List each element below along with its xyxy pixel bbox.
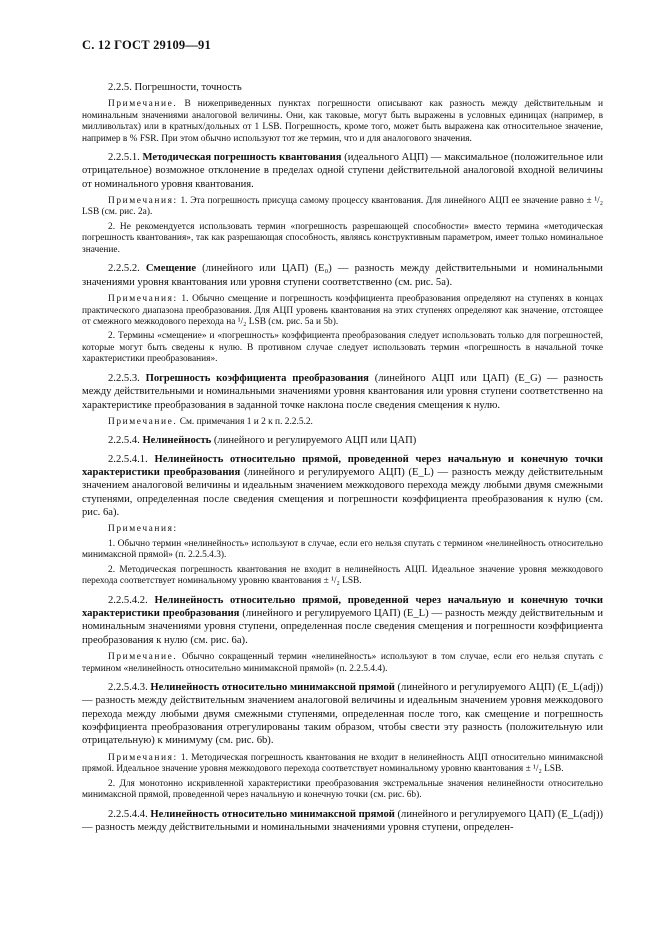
note-2-2-5-1-b: 2. Не рекомендуется использовать термин «погрешность разрешающей способности» вместо термина «методическая погрешность квантования», так как разрешающая способность, являясь конструктивным параметром, имеет только номинальное значение. <box>82 221 603 255</box>
term-minimax-nonlinearity-adc: Нелинейность относительно минимаксной прямой <box>150 682 395 694</box>
notes-2-2-5-4-1-heading: Примечания: <box>108 524 178 535</box>
term-minimax-nonlinearity-dac: Нелинейность относительно минимаксной прямой <box>150 808 395 820</box>
note-2-2-5-2-b: 2. Термины «смещение» и «погрешность» коэффициента преобразования следует использовать только для погрешностей, которые могут быть сведены к нулю. В противном случае следует использовать термин «погрешность в начальной точке характеристики преобразования». <box>82 331 603 365</box>
clause-2-2-5-4-4: 2.2.5.4.4. Нелинейность относительно минимаксной прямой (линейного и регулируемого ЦАП) (E_L(adj)) — разность между действительными и номинальными значениями уровня ступени, определен- <box>82 808 604 833</box>
note-2-2-5: Примечание. В нижеприведенных пунктах погрешности описывают как разность между действительным и номинальным значениями аналоговой величины. Они, как таковые, могут быть выражены в условных единицах (например, в милливольтах) или в кратных/дольных от 1 LSB. Погрешность, кроме того, может быть выражена как относительное значение, например в % FSR. При этом обычно используют тот же термин, что и для аналогового значения. <box>82 99 603 144</box>
term-offset: Смещение <box>145 263 197 275</box>
note-2-2-5-3: Примечание. См. примечания 1 и 2 к п. 2.2.5.2. <box>108 416 313 427</box>
clause-2-2-5-4-3: 2.2.5.4.3. Нелинейность относительно минимаксной прямой (линейного и регулируемого АЦП) (E_L(adj)) — разность между действительным значением аналоговой величины и идеальным значением уровня межкодового перехода между любыми двумя смежными ступенями, определенная после того, как смещение и погрешность коэффициента преобразования отрегулированы таким образом, чтобы свести эту разность (положительную или отрицательную) к минимуму (см. рис. 6b). <box>82 682 604 747</box>
note-2-2-5-4-3-a: Примечания: 1. Методическая погрешность квантования не входит в нелинейность АЦП относительно минимаксной прямой. Идеальное значение уровня межкодового перехода соответствует номинальному уровню квантования ± ¹/₂ LSB. <box>82 752 604 775</box>
clause-2-2-5-4: 2.2.5.4. Нелинейность (линейного и регулируемого АЦП или ЦАП) <box>108 435 417 447</box>
note-2-2-5-4-3-b: 2. Для монотонно искривленной характеристики преобразования экстремальные значения нелинейности относительно минимаксной прямой, проведенной через начальную и конечную точки (см. рис. 6b). <box>82 778 603 801</box>
section-2-2-5-heading: 2.2.5. Погрешности, точность <box>108 81 242 93</box>
clause-2-2-5-1: 2.2.5.1. Методическая погрешность квантования (идеального АЦП) — максимальное (положительное или отрицательное) возможное отклонение в пределах одной ступени действительной аналоговой входной величины от номинального уровня квантования. <box>82 151 603 190</box>
note-2-2-5-4-1-a: 1. Обычно термин «нелинейность» используют в случае, если его нельзя спутать с термином «нелинейность относительно минимаксной прямой» (п. 2.2.5.4.3). <box>82 538 603 561</box>
note-2-2-5-1-a: Примечания: 1. Эта погрешность присуща самому процессу квантования. Для линейного АЦП ее значение равно ± ¹/₂ LSB (см. рис. 2а). <box>82 196 603 218</box>
term-nonlinearity: Нелинейность <box>142 435 212 447</box>
page-header: С. 12 ГОСТ 29109—91 <box>82 38 211 52</box>
clause-2-2-5-4-1: 2.2.5.4.1. Нелинейность относительно прямой, проведенной через начальную и конечную точки характеристики преобразования (линейного и регулируемого АЦП) (E_L) — разность между действительным значением аналоговой величины и идеальным значением межкодового перехода между любыми двумя смежными ступенями, определенная после сведения смещения и погрешности коэффициента преобразования к нулю (см. рис. 6а). <box>82 453 603 519</box>
term-gain-error: Погрешность коэффициента преобразования <box>145 372 369 384</box>
term-quantization-error: Методическая погрешность квантования <box>142 151 342 163</box>
clause-2-2-5-3: 2.2.5.3. Погрешность коэффициента преобразования (линейного АЦП или ЦАП) (E_G) — разность между действительными и номинальными значениями уровня квантования или уровня ступени соответственно на характеристике преобразования в заданной точке наклона после сведения смещения к нулю. <box>82 372 603 411</box>
note-2-2-5-2-a: Примечания: 1. Обычно смещение и погрешность коэффициента преобразования определяют на ступенях в концах практического диапазона преобразования. Для АЦП уровень квантования на этих ступенях определяют как значение, отстоящее от смежного межкодового перехода на ¹/₂ LSB (см. рис. 5а и 5b). <box>82 294 604 327</box>
term-endpoint-nonlinearity-adc: Нелинейность относительно прямой, проведенной через начальную и конечную точки характеристики преобразования <box>82 453 603 479</box>
note-2-2-5-4-1-b: 2. Методическая погрешность квантования не входит в нелинейность АЦП. Идеальное значение уровня межкодового перехода соответствует номинальному уровню квантования ± ¹/₂ LSB. <box>82 564 603 587</box>
note-2-2-5-4-2: Примечание. Обычно сокращенный термин «нелинейность» используют в том случае, если его нельзя спутать с термином «нелинейность относительно минимаксной прямой» (п. 2.2.5.4.4). <box>82 652 603 674</box>
term-endpoint-nonlinearity-dac: Нелинейность относительно прямой, проведенной через начальную и конечную точки характеристики преобразования <box>82 594 603 620</box>
clause-2-2-5-2: 2.2.5.2. Смещение (линейного или ЦАП) (E₀) — разность между действительными и номинальными значениями уровня квантования или уровня ступени соответственно (см. рис. 5а). <box>82 263 603 288</box>
clause-2-2-5-4-2: 2.2.5.4.2. Нелинейность относительно прямой, проведенной через начальную и конечную точки характеристики преобразования (линейного и регулируемого ЦАП) (E_L) — разность между действительным и номинальным значениями уровня ступени, определенная после сведения смещения и погрешности коэффициента преобразования к нулю (см. рис. 6а). <box>82 594 604 646</box>
